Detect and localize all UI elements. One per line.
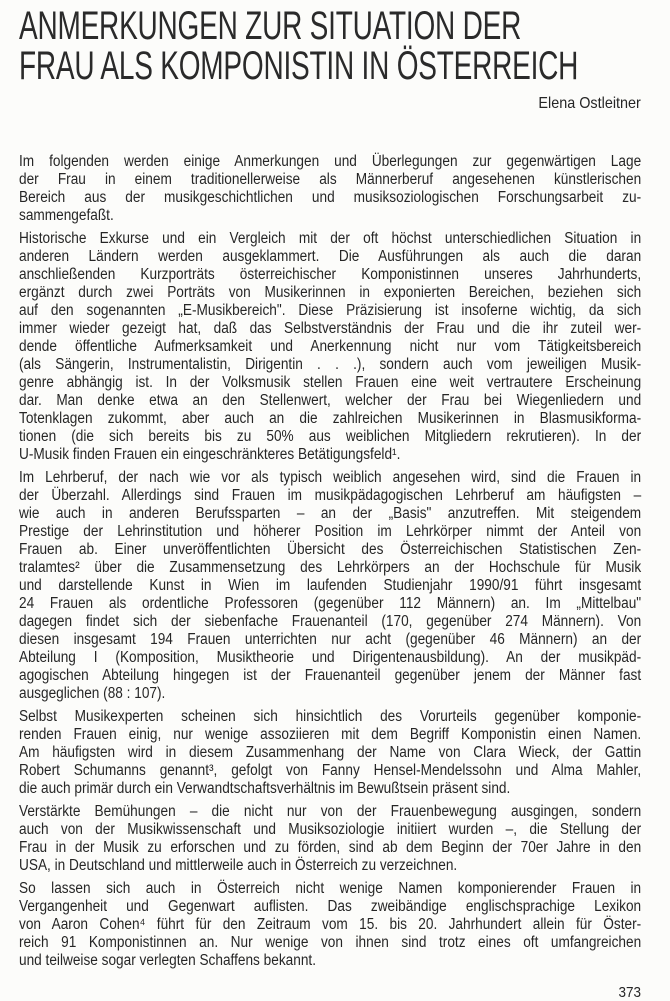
text-line: anderen Ländern werden ausgeklammert. Die Ausführungen als auch die daran xyxy=(19,248,642,265)
text-line: (als Sängerin, Instrumentalistin, Dirigentin . . .), sondern auch vom jeweiligen Musik- xyxy=(19,356,642,373)
page-number: 373 xyxy=(618,984,641,1001)
text-line: renden Frauen einig, nur wenige assoziieren mit dem Begriff Komponistin einen Namen. xyxy=(19,726,642,743)
text-line: Abteilung I (Komposition, Musiktheorie und Dirigentenausbildung). An der musikpäd- xyxy=(19,649,642,666)
paragraph xyxy=(19,708,641,798)
text-line: Historische Exkurse und ein Vergleich mit der oft höchst unterschiedlichen Situation in xyxy=(19,230,642,247)
text-line: So lassen sich auch in Österreich nicht wenige Namen komponierender Frauen in xyxy=(19,880,642,897)
text-line: Prestige der Lehrinstitution und höherer Position im Lehrkörper nimmt der Anteil von xyxy=(19,523,642,540)
text-line: Im Lehrberuf, der nach wie vor als typisch weiblich angesehen wird, sind die Frauen in xyxy=(19,469,642,486)
text-line: U-Musik finden Frauen ein eingeschränkteres Betätigungsfeld¹. xyxy=(19,446,401,463)
text-line: Am häufigsten wird in diesem Zusammenhang der Name von Clara Wieck, der Gattin xyxy=(19,744,642,761)
text-line: und darstellende Kunst in Wien im laufenden Studienjahr 1990/91 führt insgesamt xyxy=(19,577,642,594)
text-line: Vergangenheit und Gegenwart auflisten. Das zweibändige englischsprachige Lexikon xyxy=(19,898,642,915)
text-line: der Frau in einem traditionellerweise als Männerberuf angesehenen künstlerischen xyxy=(19,171,642,188)
text-line: wie auch in anderen Berufssparten – an der „Basis" anzutreffen. Mit steigendem xyxy=(19,505,642,522)
title-line: ANMERKUNGEN ZUR SITUATION DER xyxy=(19,4,522,48)
text-line: der Überzahl. Allerdings sind Frauen im musikpädagogischen Lehrberuf am häufigsten – xyxy=(19,487,642,504)
text-line: Selbst Musikexperten scheinen sich hinsichtlich des Vorurteils gegenüber komponie- xyxy=(19,708,642,725)
text-line: immer wieder gezeigt hat, daß das Selbstverständnis der Frau und die ihr zuteil wer- xyxy=(19,320,642,337)
article-body xyxy=(19,153,641,975)
text-line: von Aaron Cohen⁴ führt für den Zeitraum vom 15. bis 20. Jahrhundert allein für Öster- xyxy=(19,916,642,933)
text-line: diesen insgesamt 194 Frauen unterrichten nur acht (gegenüber 46 Männern) an der xyxy=(19,631,642,648)
text-line: tionen (die sich bereits bis zu 50% aus weiblichen Mitgliedern rekrutieren). In der xyxy=(19,428,642,445)
article-title xyxy=(19,6,670,86)
paragraph xyxy=(19,803,641,875)
text-line: 24 Frauen als ordentliche Professoren (gegenüber 112 Männern) an. Im „Mittelbau" xyxy=(19,595,642,612)
text-line: Im folgenden werden einige Anmerkungen und Überlegungen zur gegenwärtigen Lage xyxy=(19,153,642,170)
text-line: Bereich aus der musikgeschichtlichen und musiksoziologischen Forschungsarbeit zu- xyxy=(19,189,642,206)
text-line: auf den sogenannten „E-Musikbereich". Diese Präzisierung ist insoferne wichtig, da sich xyxy=(19,302,642,319)
text-line: dende öffentliche Aufmerksamkeit und Anerkennung nicht nur vom Tätigkeitsbereich xyxy=(19,338,642,355)
text-line: die auch primär durch ein Verwandtschaftsverhältnis im Bewußtsein präsent sind. xyxy=(19,780,511,797)
text-line: reich 91 Komponistinnen an. Nur wenige von ihnen sind trotz eines oft umfangreichen xyxy=(19,934,642,951)
text-line: genre abhängig ist. In der Volksmusik stellen Frauen eine weit vertrautere Erscheinung xyxy=(19,374,642,391)
paragraph xyxy=(19,469,641,703)
text-line: auch von der Musikwissenschaft und Musiksoziologie initiiert wurden –, die Stellung der xyxy=(19,821,642,838)
text-line: Frau in der Musik zu erforschen und zu förden, sind ab dem Beginn der 70er Jahre in den xyxy=(19,839,642,856)
text-line: Frauen ab. Einer unveröffentlichten Übersicht des Österreichischen Statistischen Zen- xyxy=(19,541,642,558)
text-line: Totenklagen zukommt, aber auch an die zahlreichen Musikerinnen in Blasmusikforma- xyxy=(19,410,642,427)
text-line: dar. Man denke etwa an den Stellenwert, welcher der Frau bei Wiegenliedern und xyxy=(19,392,642,409)
paragraph xyxy=(19,153,641,225)
text-line: Robert Schumanns genannt³, gefolgt von Fanny Hensel-Mendelssohn und Alma Mahler, xyxy=(19,762,642,779)
title-line: FRAU ALS KOMPONISTIN IN ÖSTERREICH xyxy=(19,44,579,88)
paragraph xyxy=(19,880,641,970)
text-line: anschließenden Kurzporträts österreichischer Komponistinnen unseres Jahrhunderts, xyxy=(19,266,642,283)
text-line: agogischen Abteilung hingegen ist der Frauenanteil gegenüber jenem der Männer fast xyxy=(19,667,642,684)
text-line: sammengefaßt. xyxy=(19,207,114,224)
text-line: ergänzt durch zwei Porträts von Musikerinnen in exponierten Bereichen, beziehen sich xyxy=(19,284,642,301)
text-line: ausgeglichen (88 : 107). xyxy=(19,685,166,702)
text-line: dagegen findet sich der siebenfache Frauenanteil (170, gegenüber 274 Männern). Von xyxy=(19,613,642,630)
text-line: USA, in Deutschland und mittlerweile auch in Österreich zu verzeichnen. xyxy=(19,857,458,874)
text-line: und teilweise sogar verlegten Schaffens bekannt. xyxy=(19,952,316,969)
text-line: tralamtes² über die Zusammensetzung des Lehrkörpers an der Hochschule für Musik xyxy=(19,559,642,576)
author-name: Elena Ostleitner xyxy=(538,95,641,112)
text-line: Verstärkte Bemühungen – die nicht nur von der Frauenbewegung ausgingen, sondern xyxy=(19,803,642,820)
paragraph xyxy=(19,230,641,464)
